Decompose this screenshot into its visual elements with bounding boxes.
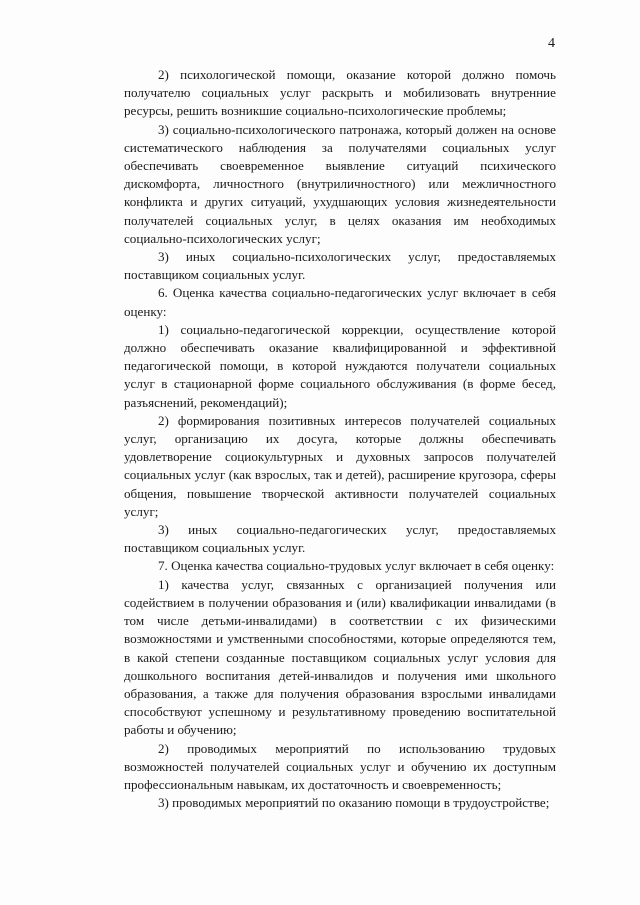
paragraph: 3) проводимых мероприятий по оказанию помощи в трудоустройстве; [158, 795, 550, 811]
paragraph: 6. Оценка качества социально-педагогических услуг включает в себя оценку: [124, 285, 556, 319]
paragraph: 2) формирования позитивных интересов получателей социальных услуг, организацию их досуга, которые должны обеспечивать удовлетворение социокультурных и духовных запросов получателей социальных услуг (как взрослых, так и детей), расширение кругозора, сферы общения, повышение творческой активности получателей социальных услуг; [124, 412, 556, 519]
paragraph: 3) социально-психологического патронажа, который должен на основе систематического наблюдения за получателями социальных услуг обеспечивать своевременное выявление ситуаций психического дискомфорта, личностного (внутриличностного) или межличностного конфликта и других ситуаций, ухудшающих условия жизнедеятельности получателей социальных услуг, в целях оказания им необходимых социально-психологических услуг; [124, 121, 556, 246]
paragraph: 1) качества услуг, связанных с организацией получения или содействием в получении образования и (или) квалификации инвалидами (в том числе детьми-инвалидами) в соответствии с их физическими возможностями и умственными способностями, которые определяются тем, в какой степени созданные поставщиком социальных услуг условия для дошкольного воспитания детей-инвалидов и получения ими школьного образования, а также для получения образования взрослыми инвалидами способствуют успешному и результативному проведению воспитательной работы и обучению; [124, 576, 556, 738]
page-number: 4 [548, 36, 555, 51]
paragraph: 2) психологической помощи, оказание которой должно помочь получателю социальных услуг раскрыть и мобилизовать внутренние ресурсы, решить возникшие социально-психологические проблемы; [124, 67, 556, 119]
paragraph: 3) иных социально-психологических услуг, предоставляемых поставщиком социальных услуг. [124, 249, 556, 283]
document-body [124, 66, 556, 812]
paragraph: 1) социально-педагогической коррекции, осуществление которой должно обеспечивать оказание квалифицированной и эффективной педагогической помощи, в которой нуждаются получатели социальных услуг в стационарной форме социального обслуживания (в форме бесед, разъяснений, рекомендаций); [124, 321, 556, 410]
paragraph: 3) иных социально-педагогических услуг, предоставляемых поставщиком социальных услуг. [124, 522, 556, 556]
paragraph: 2) проводимых мероприятий по использованию трудовых возможностей получателей социальных услуг и обучению их доступным профессиональным навыкам, их достаточность и своевременность; [124, 740, 556, 792]
paragraph: 7. Оценка качества социально-трудовых услуг включает в себя оценку: [158, 558, 555, 574]
